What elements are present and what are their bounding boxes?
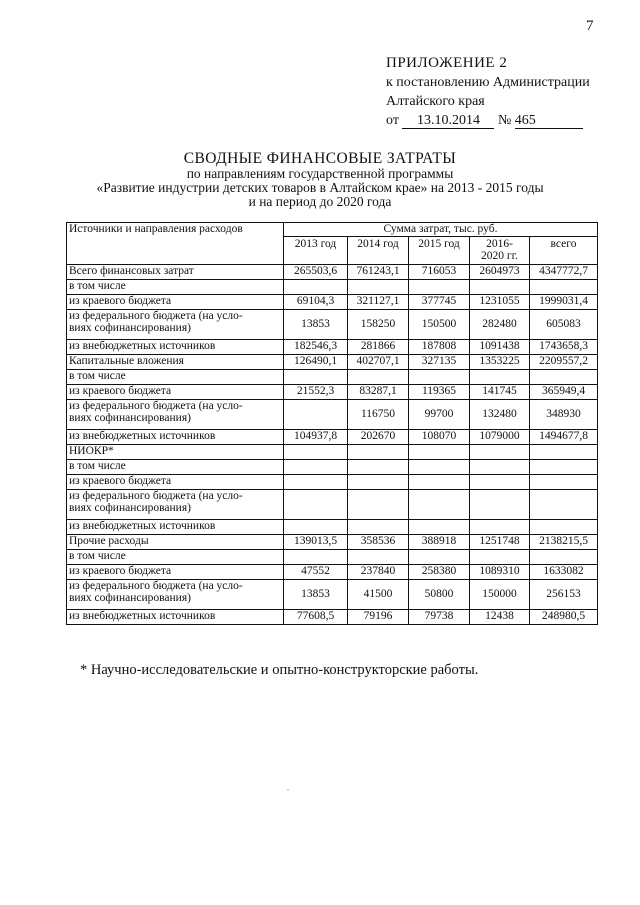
row-label: из краевого бюджета	[67, 384, 284, 399]
cell-value	[284, 474, 348, 489]
resolution-number: 465	[515, 113, 583, 129]
cell-value	[348, 279, 409, 294]
cell-value: 4347772,7	[530, 264, 598, 279]
row-label: НИОКР*	[67, 444, 284, 459]
scan-speck	[287, 789, 289, 791]
cell-value: 605083	[530, 309, 598, 339]
cell-value: 388918	[409, 534, 470, 549]
cell-value	[530, 444, 598, 459]
cell-value: 348930	[530, 399, 598, 429]
row-label: из внебюджетных источников	[67, 609, 284, 624]
cell-value: 13853	[284, 579, 348, 609]
cell-value	[530, 459, 598, 474]
cell-value: 83287,1	[348, 384, 409, 399]
heading-title: СВОДНЫЕ ФИНАНСОВЫЕ ЗАТРАТЫ	[183, 150, 457, 167]
cell-value	[470, 459, 530, 474]
cell-value	[284, 549, 348, 564]
appendix-line-2: Алтайского края	[386, 94, 485, 109]
row-label: Прочие расходы	[67, 534, 284, 549]
cell-value: 237840	[348, 564, 409, 579]
cell-value	[530, 279, 598, 294]
footnote: * Научно-исследовательские и опытно-конструкторские работы.	[80, 662, 479, 678]
cell-value: 1089310	[470, 564, 530, 579]
row-label: из краевого бюджета	[67, 294, 284, 309]
appendix-date-line	[386, 111, 590, 130]
table-row	[67, 474, 598, 489]
row-label: из федерального бюджета (на усло- виях софинансирования)	[67, 399, 284, 429]
table-body	[67, 264, 598, 624]
cell-value: 21552,3	[284, 384, 348, 399]
heading-line-2: по направлениям государственной программы	[186, 166, 454, 181]
table-row	[67, 564, 598, 579]
cell-value: 282480	[470, 309, 530, 339]
cell-value: 1353225	[470, 354, 530, 369]
table-row	[67, 444, 598, 459]
cell-value	[348, 474, 409, 489]
table-row	[67, 309, 598, 339]
page-number: 7	[586, 18, 594, 34]
row-label: из краевого бюджета	[67, 474, 284, 489]
cell-value: 256153	[530, 579, 598, 609]
cell-value: 1231055	[470, 294, 530, 309]
cell-value: 2209557,2	[530, 354, 598, 369]
column-header: 2016- 2020 гг.	[470, 236, 530, 264]
financial-costs-table	[66, 222, 598, 625]
cell-value: 202670	[348, 429, 409, 444]
row-label: в том числе	[67, 279, 284, 294]
cell-value	[409, 444, 470, 459]
table-row	[67, 429, 598, 444]
appendix-block	[386, 54, 590, 130]
cell-value: 1999031,4	[530, 294, 598, 309]
cell-value	[348, 459, 409, 474]
cell-value: 12438	[470, 609, 530, 624]
table-row	[67, 294, 598, 309]
table-row	[67, 579, 598, 609]
cell-value	[530, 489, 598, 519]
cell-value: 182546,3	[284, 339, 348, 354]
appendix-title: ПРИЛОЖЕНИЕ 2	[386, 55, 508, 71]
header-sum: Сумма затрат, тыс. руб.	[284, 223, 598, 237]
cell-value	[470, 519, 530, 534]
row-label: в том числе	[67, 549, 284, 564]
cell-value	[530, 519, 598, 534]
cell-value	[284, 489, 348, 519]
cell-value: 761243,1	[348, 264, 409, 279]
cell-value: 150500	[409, 309, 470, 339]
cell-value: 248980,5	[530, 609, 598, 624]
cell-value	[470, 369, 530, 384]
cell-value	[470, 549, 530, 564]
cell-value	[470, 489, 530, 519]
row-label: Капитальные вложения	[67, 354, 284, 369]
cell-value: 69104,3	[284, 294, 348, 309]
cell-value: 281866	[348, 339, 409, 354]
cell-value	[348, 489, 409, 519]
cell-value	[409, 459, 470, 474]
cell-value	[284, 459, 348, 474]
cell-value: 358536	[348, 534, 409, 549]
appendix-line-1: к постановлению Администрации	[386, 75, 590, 90]
row-label: в том числе	[67, 369, 284, 384]
cell-value	[284, 279, 348, 294]
cell-value: 50800	[409, 579, 470, 609]
header-sources: Источники и направления расходов	[67, 223, 284, 265]
row-label: из федерального бюджета (на усло- виях софинансирования)	[67, 489, 284, 519]
cell-value	[530, 369, 598, 384]
table-row	[67, 384, 598, 399]
row-label: из внебюджетных источников	[67, 519, 284, 534]
table-row	[67, 339, 598, 354]
cell-value: 77608,5	[284, 609, 348, 624]
cell-value: 41500	[348, 579, 409, 609]
row-label: из внебюджетных источников	[67, 339, 284, 354]
cell-value	[409, 549, 470, 564]
cell-value: 158250	[348, 309, 409, 339]
document-heading	[0, 150, 640, 209]
cell-value: 126490,1	[284, 354, 348, 369]
table-row	[67, 264, 598, 279]
cell-value: 116750	[348, 399, 409, 429]
cell-value: 1079000	[470, 429, 530, 444]
cell-value: 327135	[409, 354, 470, 369]
column-header: 2013 год	[284, 236, 348, 264]
cell-value	[470, 279, 530, 294]
cell-value	[348, 519, 409, 534]
cell-value: 2604973	[470, 264, 530, 279]
cell-value: 13853	[284, 309, 348, 339]
table-row	[67, 534, 598, 549]
resolution-date: 13.10.2014	[402, 113, 494, 129]
cell-value: 265503,6	[284, 264, 348, 279]
cell-value: 150000	[470, 579, 530, 609]
cell-value: 79738	[409, 609, 470, 624]
cell-value	[284, 369, 348, 384]
cell-value: 1091438	[470, 339, 530, 354]
cell-value: 377745	[409, 294, 470, 309]
cell-value	[409, 489, 470, 519]
cell-value	[284, 444, 348, 459]
cell-value	[284, 519, 348, 534]
cell-value	[530, 474, 598, 489]
cell-value: 365949,4	[530, 384, 598, 399]
cell-value: 119365	[409, 384, 470, 399]
heading-line-4: и на период до 2020 года	[248, 194, 392, 209]
cell-value: 1494677,8	[530, 429, 598, 444]
table-row	[67, 354, 598, 369]
cell-value: 104937,8	[284, 429, 348, 444]
cell-value: 716053	[409, 264, 470, 279]
row-label: из краевого бюджета	[67, 564, 284, 579]
cell-value: 108070	[409, 429, 470, 444]
table-row	[67, 369, 598, 384]
cell-value: 258380	[409, 564, 470, 579]
heading-line-3: «Развитие индустрии детских товаров в Алтайском крае» на 2013 - 2015 годы	[96, 180, 544, 195]
cell-value: 402707,1	[348, 354, 409, 369]
column-header: 2015 год	[409, 236, 470, 264]
cell-value: 47552	[284, 564, 348, 579]
cell-value: 2138215,5	[530, 534, 598, 549]
row-label: в том числе	[67, 459, 284, 474]
table-row	[67, 459, 598, 474]
cell-value	[409, 279, 470, 294]
cell-value	[348, 444, 409, 459]
cell-value	[409, 369, 470, 384]
table-row	[67, 279, 598, 294]
table-row	[67, 489, 598, 519]
cell-value: 79196	[348, 609, 409, 624]
cell-value: 321127,1	[348, 294, 409, 309]
row-label: Всего финансовых затрат	[67, 264, 284, 279]
cell-value	[348, 369, 409, 384]
number-prefix: №	[497, 113, 512, 128]
cell-value	[409, 474, 470, 489]
row-label: из федерального бюджета (на усло- виях софинансирования)	[67, 579, 284, 609]
cell-value	[409, 519, 470, 534]
cell-value	[530, 549, 598, 564]
row-label: из внебюджетных источников	[67, 429, 284, 444]
cell-value: 1251748	[470, 534, 530, 549]
table-row	[67, 609, 598, 624]
column-header: всего	[530, 236, 598, 264]
cell-value: 132480	[470, 399, 530, 429]
cell-value: 1743658,3	[530, 339, 598, 354]
table-row	[67, 519, 598, 534]
column-header: 2014 год	[348, 236, 409, 264]
table-row	[67, 549, 598, 564]
cell-value: 141745	[470, 384, 530, 399]
cell-value: 187808	[409, 339, 470, 354]
cell-value	[348, 549, 409, 564]
cell-value	[470, 474, 530, 489]
cell-value: 1633082	[530, 564, 598, 579]
cell-value: 139013,5	[284, 534, 348, 549]
date-prefix: от	[386, 113, 399, 128]
table-row	[67, 399, 598, 429]
row-label: из федерального бюджета (на усло- виях софинансирования)	[67, 309, 284, 339]
cell-value	[284, 399, 348, 429]
cell-value	[470, 444, 530, 459]
cell-value: 99700	[409, 399, 470, 429]
